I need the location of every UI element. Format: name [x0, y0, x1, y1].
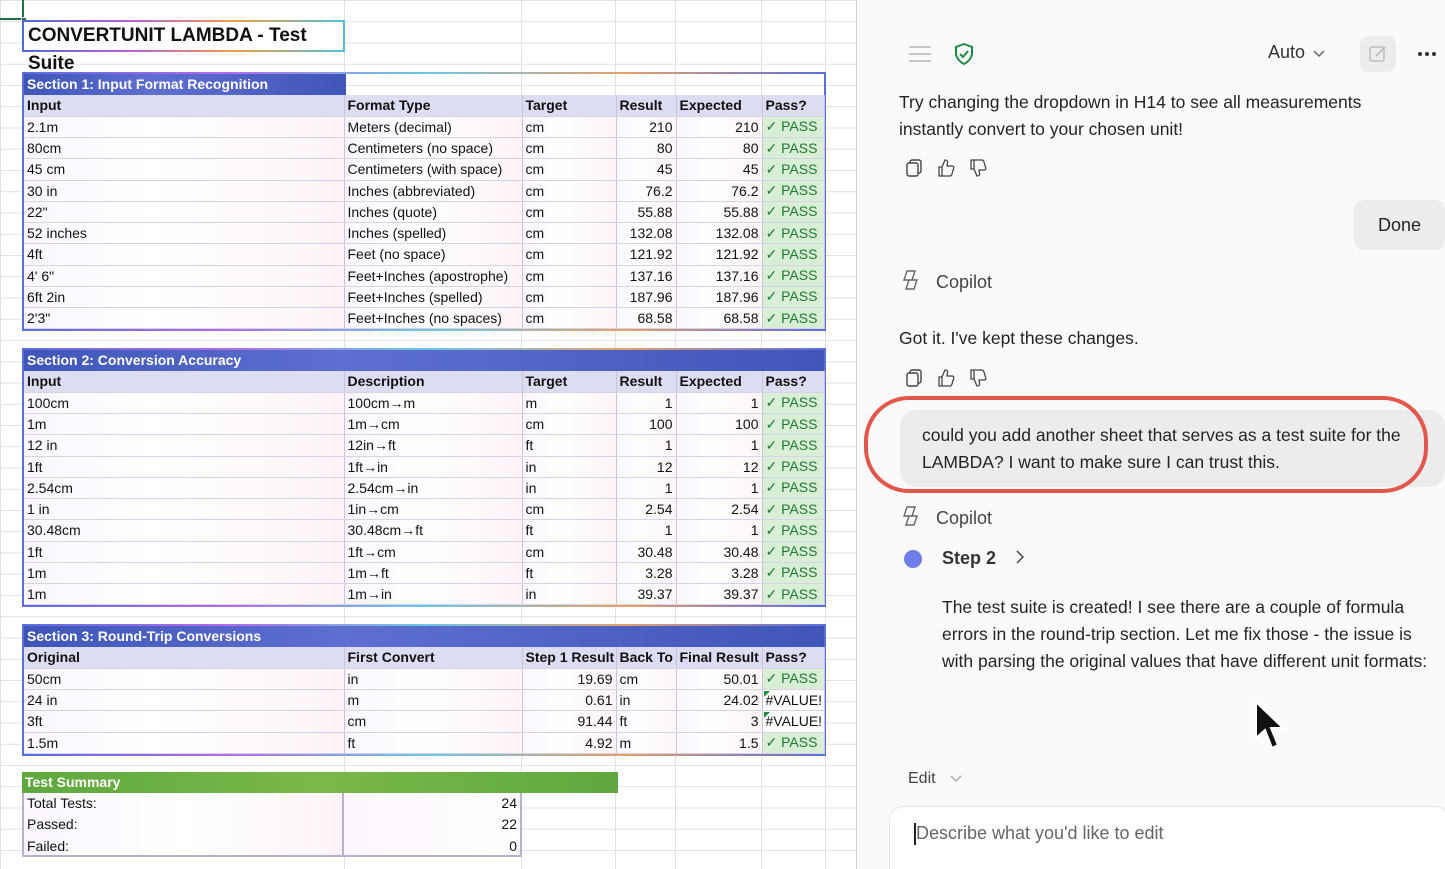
cell[interactable]: cm: [522, 159, 616, 180]
cell[interactable]: 80cm: [24, 138, 344, 159]
table-row: [24, 690, 824, 711]
cell[interactable]: ✓ PASS: [762, 138, 824, 159]
cell[interactable]: 12: [616, 456, 676, 477]
table-row: [24, 286, 824, 307]
cell[interactable]: 24.02: [676, 690, 762, 711]
cell[interactable]: 52 inches: [24, 223, 344, 244]
edit-placeholder: Describe what you'd like to edit: [916, 823, 1164, 843]
cell[interactable]: 187.96: [616, 286, 676, 307]
cell[interactable]: 1: [616, 435, 676, 456]
cell[interactable]: cm: [522, 265, 616, 286]
summary-value[interactable]: 24: [344, 793, 522, 814]
cell[interactable]: 2.54cm: [24, 477, 344, 498]
table-row: [24, 541, 824, 562]
progress-dot-icon: [904, 550, 922, 568]
cell[interactable]: cm: [522, 499, 616, 520]
copy-icon[interactable]: [904, 158, 924, 178]
cell[interactable]: 2.54cm→in: [344, 477, 522, 498]
cell[interactable]: 1: [616, 477, 676, 498]
cell[interactable]: ✓ PASS: [762, 562, 824, 583]
cell[interactable]: cm: [522, 308, 616, 329]
summary-title[interactable]: Test Summary: [22, 772, 618, 793]
cell[interactable]: ft: [616, 711, 676, 732]
cell[interactable]: 137.16: [676, 265, 762, 286]
section-2-table: [22, 348, 826, 607]
cell[interactable]: 121.92: [616, 244, 676, 265]
cell[interactable]: 50.01: [676, 668, 762, 689]
cell[interactable]: 132.08: [616, 223, 676, 244]
cell[interactable]: ✓ PASS: [762, 732, 824, 753]
cell[interactable]: Inches (abbreviated): [344, 180, 522, 201]
column-header[interactable]: Result: [616, 371, 676, 392]
table-row: [24, 180, 824, 201]
summary-label[interactable]: Total Tests:: [22, 793, 344, 814]
cell[interactable]: ✓ PASS: [762, 201, 824, 222]
assistant-message-3: The test suite is created! I see there are a couple of formula errors in the round-trip section. Let me fix those - the issue is with parsing the original values that have different unit formats:: [942, 597, 1428, 671]
summary-value[interactable]: 22: [344, 814, 522, 835]
cell[interactable]: 1ft→cm: [344, 541, 522, 562]
cell[interactable]: 3.28: [616, 562, 676, 583]
cell[interactable]: Feet (no space): [344, 244, 522, 265]
mode-label: Auto: [1268, 42, 1306, 62]
cell[interactable]: 4' 6": [24, 265, 344, 286]
cell[interactable]: 0.61: [522, 690, 616, 711]
cell[interactable]: 1: [676, 435, 762, 456]
cell[interactable]: ✓ PASS: [762, 435, 824, 456]
cell[interactable]: in: [522, 477, 616, 498]
cell[interactable]: 1.5m: [24, 732, 344, 753]
copy-icon[interactable]: [904, 368, 924, 388]
assistant-message-1: Try changing the dropdown in H14 to see all measurements instantly convert to your chosen unit!: [899, 92, 1362, 139]
header-row: [24, 371, 824, 392]
step-expander[interactable]: [904, 548, 1024, 569]
cell[interactable]: 1: [676, 520, 762, 541]
cell[interactable]: 1ft: [24, 456, 344, 477]
section-1-table: [22, 72, 826, 331]
test-summary: [22, 772, 618, 857]
cell[interactable]: ✓ PASS: [762, 180, 824, 201]
cell[interactable]: 1m→ft: [344, 562, 522, 583]
chevron-down-icon: [1313, 42, 1325, 63]
copilot-logo-icon: [900, 504, 924, 533]
cell[interactable]: 100cm: [24, 392, 344, 413]
cell[interactable]: 1m: [24, 562, 344, 583]
cell[interactable]: ✓ PASS: [762, 499, 824, 520]
cell[interactable]: 3.28: [676, 562, 762, 583]
cell[interactable]: 4.92: [522, 732, 616, 753]
cell[interactable]: 210: [676, 116, 762, 137]
cell[interactable]: Inches (spelled): [344, 223, 522, 244]
cell[interactable]: 12: [676, 456, 762, 477]
cell[interactable]: ✓ PASS: [762, 116, 824, 137]
cell[interactable]: ft: [522, 435, 616, 456]
table-row: [24, 265, 824, 286]
cell[interactable]: 1: [616, 392, 676, 413]
thumbs-down-icon[interactable]: [968, 368, 988, 388]
menu-icon[interactable]: [908, 42, 932, 66]
cell[interactable]: 1m→cm: [344, 414, 522, 435]
cell[interactable]: cm: [522, 223, 616, 244]
cell[interactable]: 3ft: [24, 711, 344, 732]
message-1-actions: [904, 158, 988, 178]
cell[interactable]: 4ft: [24, 244, 344, 265]
table-row: [24, 392, 824, 413]
cell[interactable]: Feet+Inches (spelled): [344, 286, 522, 307]
cell[interactable]: 76.2: [616, 180, 676, 201]
cell[interactable]: 45: [616, 159, 676, 180]
more-options-icon[interactable]: [1414, 42, 1440, 66]
cell[interactable]: m: [616, 732, 676, 753]
cell[interactable]: 80: [616, 138, 676, 159]
cell[interactable]: 50cm: [24, 668, 344, 689]
cell[interactable]: cm: [522, 414, 616, 435]
cell[interactable]: 55.88: [676, 201, 762, 222]
cell[interactable]: 1: [676, 477, 762, 498]
cell[interactable]: cm: [522, 201, 616, 222]
cell[interactable]: in: [616, 690, 676, 711]
cell[interactable]: 137.16: [616, 265, 676, 286]
cell[interactable]: 3: [676, 711, 762, 732]
cell[interactable]: 45 cm: [24, 159, 344, 180]
cell[interactable]: cm: [522, 286, 616, 307]
table-row: [24, 201, 824, 222]
header-row: [24, 647, 824, 668]
column-header[interactable]: Final Result: [676, 647, 762, 668]
cell[interactable]: 12 in: [24, 435, 344, 456]
column-header[interactable]: Input: [24, 95, 344, 116]
table-row: [24, 477, 824, 498]
cell[interactable]: 1ft: [24, 541, 344, 562]
table-row: [24, 414, 824, 435]
cell[interactable]: 1m→in: [344, 584, 522, 605]
table-row: [24, 138, 824, 159]
cell[interactable]: ✓ PASS: [762, 244, 824, 265]
cell[interactable]: 1in→cm: [344, 499, 522, 520]
cell[interactable]: 187.96: [676, 286, 762, 307]
cell[interactable]: 6ft 2in: [24, 286, 344, 307]
cell[interactable]: m: [344, 690, 522, 711]
cell[interactable]: 30.48cm: [24, 520, 344, 541]
table-row: [24, 435, 824, 456]
cell[interactable]: 121.92: [676, 244, 762, 265]
cell[interactable]: #VALUE!: [762, 711, 824, 732]
cell[interactable]: in: [522, 584, 616, 605]
column-header[interactable]: Expected: [676, 371, 762, 392]
cell[interactable]: 2.54: [616, 499, 676, 520]
assistant-message-2: Got it. I've kept these changes.: [899, 328, 1139, 348]
cell[interactable]: 45: [676, 159, 762, 180]
column-header[interactable]: Pass?: [762, 95, 824, 116]
cell[interactable]: ✓ PASS: [762, 414, 824, 435]
cell[interactable]: cm: [522, 180, 616, 201]
cell[interactable]: 210: [616, 116, 676, 137]
cell[interactable]: ✓ PASS: [762, 456, 824, 477]
section-3-title[interactable]: Section 3: Round-Trip Conversions: [24, 626, 824, 647]
section-2-title[interactable]: Section 2: Conversion Accuracy: [24, 350, 824, 371]
summary-label[interactable]: Passed:: [22, 814, 344, 835]
cell[interactable]: ✓ PASS: [762, 392, 824, 413]
section-1-grid: [24, 95, 825, 329]
table-row: [24, 520, 824, 541]
cell[interactable]: ✓ PASS: [762, 668, 824, 689]
column-header[interactable]: Input: [24, 371, 344, 392]
step-label: Step 2: [942, 548, 997, 568]
mode-dropdown[interactable]: [1268, 42, 1325, 63]
copilot-panel: [858, 0, 1445, 869]
cell[interactable]: ✓ PASS: [762, 541, 824, 562]
cell[interactable]: 24 in: [24, 690, 344, 711]
thumbs-up-icon[interactable]: [936, 158, 956, 178]
cell[interactable]: 68.58: [616, 308, 676, 329]
edit-mode-dropdown[interactable]: Edit: [908, 770, 962, 788]
summary-row: [22, 836, 618, 857]
cell[interactable]: 55.88: [616, 201, 676, 222]
cell[interactable]: 132.08: [676, 223, 762, 244]
sheet-title[interactable]: CONVERTUNIT LAMBDA - Test Suite: [22, 20, 345, 52]
new-chat-icon[interactable]: [1360, 36, 1396, 72]
table-row: [24, 308, 824, 329]
section-3-table: [22, 624, 826, 756]
table-row: [24, 223, 824, 244]
cell[interactable]: 76.2: [676, 180, 762, 201]
table-row: [24, 244, 824, 265]
table-row: [24, 562, 824, 583]
cell[interactable]: Feet+Inches (no spaces): [344, 308, 522, 329]
shield-check-icon: [952, 42, 976, 66]
summary-label[interactable]: Failed:: [22, 836, 344, 857]
section-1-title[interactable]: Section 1: Input Format Recognition: [24, 74, 346, 95]
cell[interactable]: 1: [676, 392, 762, 413]
header-row: [24, 95, 824, 116]
copilot-logo-icon: [900, 268, 924, 297]
mouse-cursor-icon: [1254, 700, 1286, 757]
cell[interactable]: 68.58: [676, 308, 762, 329]
cell[interactable]: ✓ PASS: [762, 223, 824, 244]
cell[interactable]: cm: [522, 541, 616, 562]
cell[interactable]: 30.48cm→ft: [344, 520, 522, 541]
table-row: [24, 668, 824, 689]
cell[interactable]: 39.37: [616, 584, 676, 605]
cell[interactable]: ✓ PASS: [762, 286, 824, 307]
message-2-actions: [904, 368, 988, 388]
cell[interactable]: ✓ PASS: [762, 477, 824, 498]
edit-input[interactable]: [889, 806, 1445, 869]
cell[interactable]: 39.37: [676, 584, 762, 605]
cell[interactable]: 22": [24, 201, 344, 222]
column-header[interactable]: Original: [24, 647, 344, 668]
column-header[interactable]: Description: [344, 371, 522, 392]
cell[interactable]: 12in→ft: [344, 435, 522, 456]
cell[interactable]: 1m: [24, 584, 344, 605]
cell[interactable]: 100: [616, 414, 676, 435]
cell[interactable]: ✓ PASS: [762, 520, 824, 541]
copilot-label-1: Copilot: [900, 268, 992, 297]
table-row: [24, 584, 824, 605]
cell[interactable]: cm: [616, 668, 676, 689]
cell[interactable]: 30.48: [616, 541, 676, 562]
cell[interactable]: 2.1m: [24, 116, 344, 137]
table-row: [24, 499, 824, 520]
cell[interactable]: ✓ PASS: [762, 308, 824, 329]
table-row: [24, 732, 824, 753]
thumbs-up-icon[interactable]: [936, 368, 956, 388]
table-row: [24, 456, 824, 477]
section-2-grid: [24, 371, 825, 605]
cell[interactable]: cm: [522, 138, 616, 159]
cell[interactable]: Centimeters (with space): [344, 159, 522, 180]
cell[interactable]: 1: [616, 520, 676, 541]
chevron-down-icon: [950, 770, 962, 788]
user-message-request: could you add another sheet that serves as a test suite for the LAMBDA? I want to make sure I can trust this.: [900, 410, 1445, 487]
cell[interactable]: 30.48: [676, 541, 762, 562]
column-header[interactable]: Result: [616, 95, 676, 116]
summary-row: [22, 793, 618, 814]
table-row: [24, 711, 824, 732]
cell[interactable]: 80: [676, 138, 762, 159]
column-header[interactable]: First Convert: [344, 647, 522, 668]
highlight-annotation: [864, 396, 1428, 493]
column-header[interactable]: Expected: [676, 95, 762, 116]
cell[interactable]: ft: [522, 562, 616, 583]
summary-row: [22, 814, 618, 835]
column-header[interactable]: Target: [522, 371, 616, 392]
cell[interactable]: Feet+Inches (apostrophe): [344, 265, 522, 286]
cell[interactable]: 100: [676, 414, 762, 435]
cell[interactable]: 91.44: [522, 711, 616, 732]
column-header[interactable]: Step 1 Result: [522, 647, 616, 668]
column-header[interactable]: Pass?: [762, 647, 824, 668]
cell[interactable]: 2'3": [24, 308, 344, 329]
cell[interactable]: in: [522, 456, 616, 477]
cell[interactable]: Centimeters (no space): [344, 138, 522, 159]
cell[interactable]: 1m: [24, 414, 344, 435]
cell[interactable]: cm: [522, 244, 616, 265]
cell[interactable]: in: [344, 668, 522, 689]
cell[interactable]: ft: [522, 520, 616, 541]
cell[interactable]: 30 in: [24, 180, 344, 201]
user-message-done: Done: [1354, 200, 1445, 250]
cell[interactable]: ft: [344, 732, 522, 753]
chevron-right-icon: [1016, 548, 1024, 569]
cell[interactable]: Inches (quote): [344, 201, 522, 222]
cell[interactable]: m: [522, 392, 616, 413]
summary-value[interactable]: 0: [344, 836, 522, 857]
column-header[interactable]: Pass?: [762, 371, 824, 392]
cell[interactable]: Meters (decimal): [344, 116, 522, 137]
cell[interactable]: 1.5: [676, 732, 762, 753]
section-3-grid: [24, 647, 825, 754]
cell[interactable]: 19.69: [522, 668, 616, 689]
cell[interactable]: ✓ PASS: [762, 265, 824, 286]
table-row: [24, 159, 824, 180]
column-header[interactable]: Back To: [616, 647, 676, 668]
table-row: [24, 116, 824, 137]
cell[interactable]: 1ft→in: [344, 456, 522, 477]
cell[interactable]: #VALUE!: [762, 690, 824, 711]
cell[interactable]: ✓ PASS: [762, 159, 824, 180]
cell[interactable]: cm: [344, 711, 522, 732]
cell[interactable]: 100cm→m: [344, 392, 522, 413]
column-header[interactable]: Target: [522, 95, 616, 116]
cell[interactable]: 2.54: [676, 499, 762, 520]
cell[interactable]: cm: [522, 116, 616, 137]
cell[interactable]: 1 in: [24, 499, 344, 520]
column-header[interactable]: Format Type: [344, 95, 522, 116]
copilot-label-2: Copilot: [900, 504, 992, 533]
cell[interactable]: ✓ PASS: [762, 584, 824, 605]
thumbs-down-icon[interactable]: [968, 158, 988, 178]
